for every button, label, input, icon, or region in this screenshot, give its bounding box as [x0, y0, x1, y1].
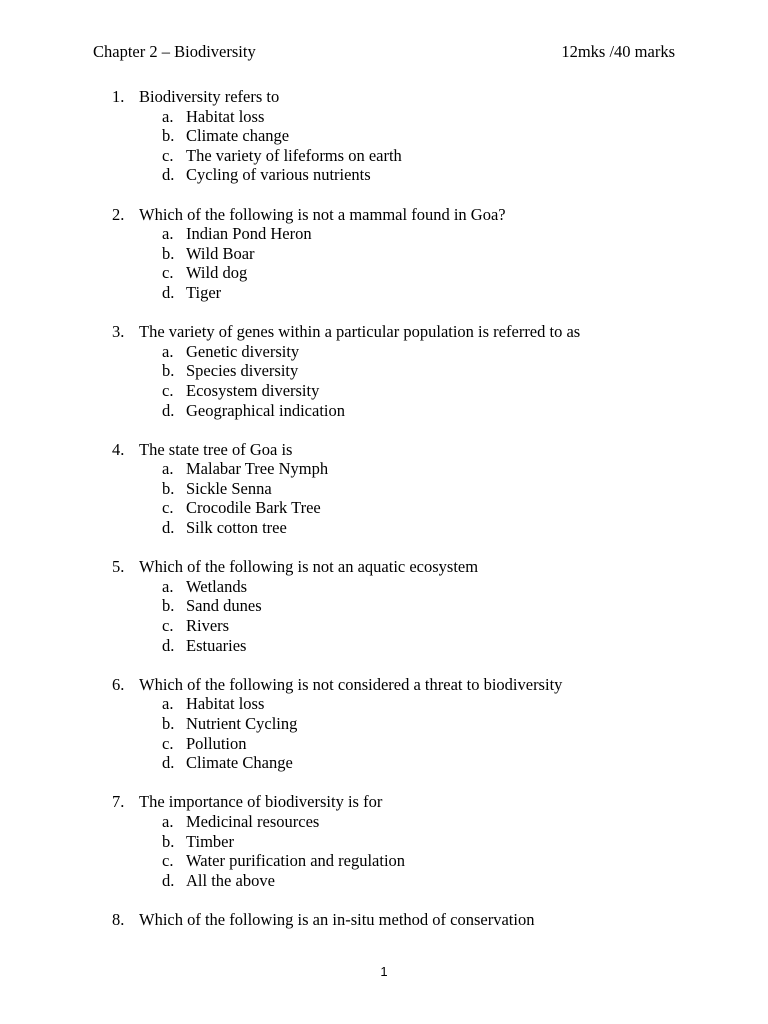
answer-option	[0, 126, 768, 146]
option-text: Timber	[186, 831, 234, 851]
option-letter: b.	[162, 126, 175, 146]
question-number: 4.	[112, 439, 125, 459]
option-text: Species diversity	[186, 361, 299, 381]
answer-option	[0, 498, 768, 518]
answer-option	[0, 401, 768, 421]
option-text: Cycling of various nutrients	[186, 165, 371, 185]
answer-option	[0, 361, 768, 381]
question-text: Which of the following is not an aquatic ecosystem	[139, 557, 479, 577]
question-text: Biodiversity refers to	[139, 87, 280, 106]
question-number: 1.	[112, 87, 125, 106]
option-text: Ecosystem diversity	[186, 380, 320, 400]
question-4	[0, 440, 768, 538]
option-letter: d.	[162, 400, 175, 420]
question-stem	[0, 440, 768, 460]
option-letter: b.	[162, 243, 175, 263]
question-stem	[0, 910, 768, 930]
option-letter: b.	[162, 596, 175, 616]
question-text: The variety of genes within a particular population is referred to as	[139, 322, 581, 342]
question-3	[0, 322, 768, 420]
option-letter: c.	[162, 145, 174, 165]
option-letter: d.	[162, 635, 175, 655]
question-text: The state tree of Goa is	[139, 439, 293, 459]
option-letter: d.	[162, 870, 175, 890]
answer-option	[0, 224, 768, 244]
option-text: Crocodile Bark Tree	[186, 498, 321, 518]
option-text: Wild dog	[186, 263, 248, 283]
question-list	[0, 87, 768, 949]
question-text: The importance of biodiversity is for	[139, 792, 383, 812]
question-text: Which of the following is not considered a threat to biodiversity	[139, 674, 563, 694]
option-letter: c.	[162, 616, 174, 636]
question-number: 5.	[112, 557, 125, 577]
answer-option	[0, 518, 768, 538]
option-letter: d.	[162, 753, 175, 773]
question-6	[0, 675, 768, 773]
option-text: Climate Change	[186, 753, 293, 773]
option-letter: d.	[162, 165, 175, 185]
option-text: Nutrient Cycling	[186, 714, 298, 733]
answer-option	[0, 146, 768, 166]
answer-option	[0, 753, 768, 773]
option-letter: c.	[162, 380, 174, 400]
option-text: Malabar Tree Nymph	[186, 459, 329, 479]
option-text: Pollution	[186, 733, 247, 753]
option-letter: a.	[162, 106, 174, 126]
question-2	[0, 205, 768, 303]
option-text: Indian Pond Heron	[186, 224, 312, 244]
question-stem	[0, 557, 768, 577]
option-text: Silk cotton tree	[186, 518, 287, 538]
answer-option	[0, 263, 768, 283]
question-stem	[0, 205, 768, 225]
question-1	[0, 87, 768, 185]
question-stem	[0, 87, 768, 107]
question-number: 6.	[112, 674, 125, 694]
question-stem	[0, 792, 768, 812]
answer-option	[0, 381, 768, 401]
answer-option	[0, 871, 768, 891]
option-letter: d.	[162, 518, 175, 538]
option-letter: b.	[162, 831, 175, 851]
answer-option	[0, 479, 768, 499]
option-letter: a.	[162, 224, 174, 244]
question-text: Which of the following is not a mammal found in Goa?	[139, 204, 506, 224]
option-text: Medicinal resources	[186, 811, 320, 831]
answer-option	[0, 283, 768, 303]
question-5	[0, 557, 768, 655]
answer-option	[0, 577, 768, 597]
answer-option	[0, 812, 768, 832]
option-letter: b.	[162, 714, 175, 733]
answer-option	[0, 714, 768, 734]
answer-option	[0, 851, 768, 871]
answer-option	[0, 694, 768, 714]
question-7	[0, 792, 768, 890]
answer-option	[0, 107, 768, 127]
option-letter: a.	[162, 694, 174, 714]
option-text: Wetlands	[186, 576, 247, 596]
option-text: Wild Boar	[186, 243, 255, 263]
answer-option	[0, 244, 768, 264]
marks-label: 12mks /40 marks	[561, 42, 675, 61]
option-letter: a.	[162, 811, 174, 831]
option-text: Estuaries	[186, 635, 247, 655]
option-letter: b.	[162, 361, 175, 381]
option-text: All the above	[186, 870, 275, 890]
answer-option	[0, 832, 768, 852]
option-text: Genetic diversity	[186, 341, 300, 361]
page-header	[93, 42, 675, 62]
answer-option	[0, 165, 768, 185]
option-text: Sickle Senna	[186, 478, 272, 498]
answer-option	[0, 636, 768, 656]
option-letter: c.	[162, 851, 174, 871]
answer-option	[0, 596, 768, 616]
option-text: Water purification and regulation	[186, 851, 406, 871]
option-text: Climate change	[186, 126, 290, 146]
answer-option	[0, 616, 768, 636]
option-text: Rivers	[186, 616, 230, 636]
answer-option	[0, 459, 768, 479]
option-text: Sand dunes	[186, 596, 262, 616]
question-text: Which of the following is an in-situ method of conservation	[139, 909, 535, 929]
chapter-title: Chapter 2 – Biodiversity	[93, 42, 256, 61]
option-text: Geographical indication	[186, 400, 345, 420]
option-letter: b.	[162, 478, 175, 498]
answer-option	[0, 342, 768, 362]
question-number: 3.	[112, 322, 125, 342]
answer-option	[0, 734, 768, 754]
option-letter: c.	[162, 733, 174, 753]
question-number: 8.	[112, 909, 125, 929]
option-text: Habitat loss	[186, 694, 265, 714]
option-letter: a.	[162, 576, 174, 596]
question-stem	[0, 322, 768, 342]
page-number: 1	[380, 964, 388, 979]
question-stem	[0, 675, 768, 695]
option-letter: d.	[162, 282, 175, 302]
option-letter: a.	[162, 459, 174, 479]
option-text: Habitat loss	[186, 106, 265, 126]
option-letter: c.	[162, 498, 174, 518]
question-8	[0, 910, 768, 930]
question-number: 7.	[112, 792, 125, 812]
option-text: Tiger	[186, 282, 222, 302]
question-number: 2.	[112, 204, 125, 224]
option-letter: a.	[162, 341, 174, 361]
option-letter: c.	[162, 263, 174, 283]
option-text: The variety of lifeforms on earth	[186, 145, 402, 165]
